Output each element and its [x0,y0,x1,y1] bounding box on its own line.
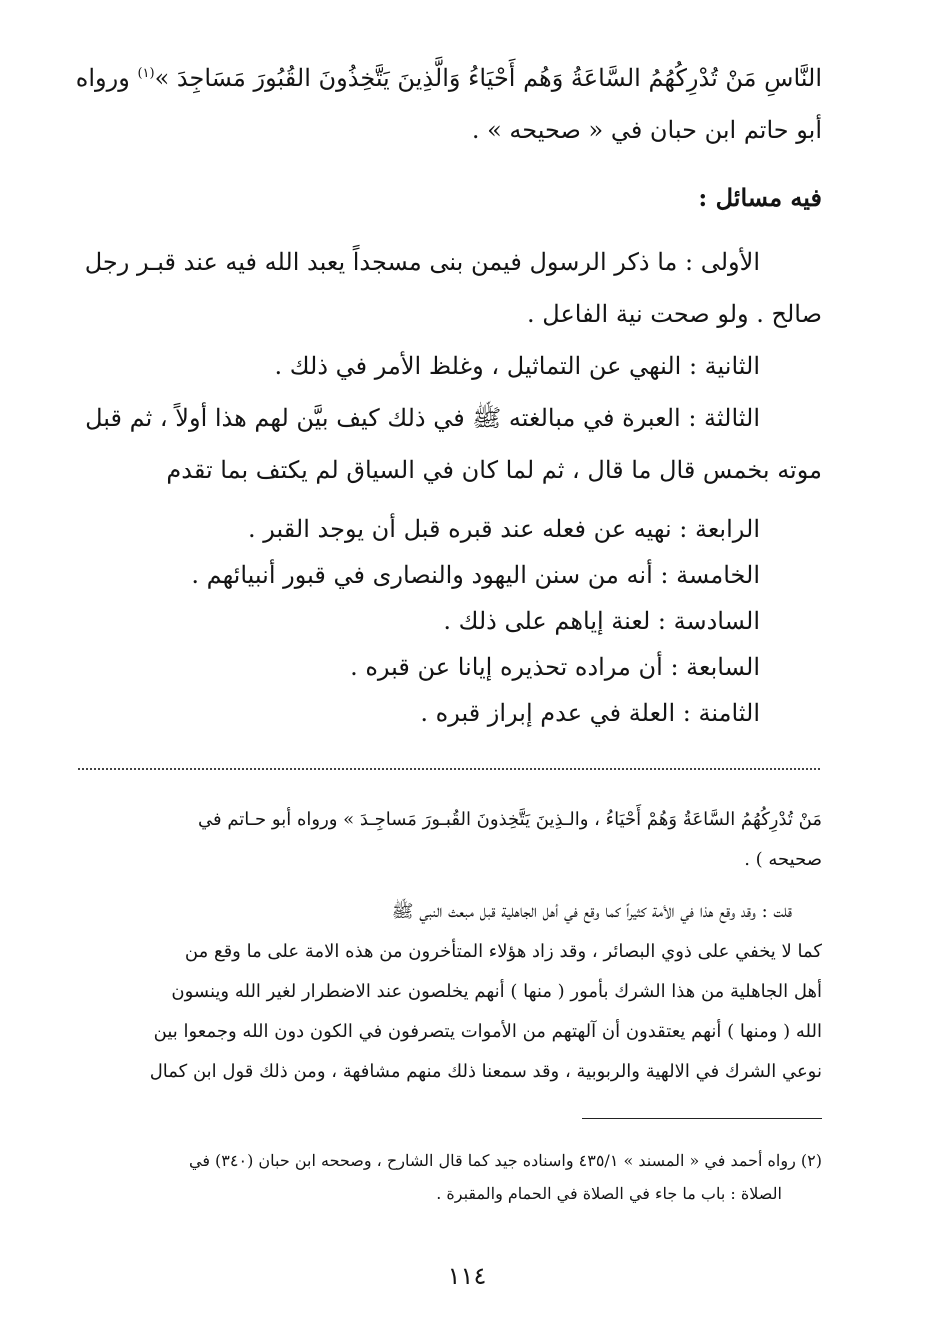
issue-eighth: الثامنة : العلة في عدم إبراز قبره . [420,699,760,727]
issues-list [76,506,822,736]
issue-first-line-1: الأولى : ما ذكر الرسول فيمن بنى مسجداً يعبد الله فيه عند قبـر رجل [84,248,760,276]
top-paragraph [76,52,822,156]
issue-third-line-1: الثالثة : العبرة في مبالغته ﷺ في ذلك كيف بيَّن لهم هذا أولاً ، ثم قبل [85,404,760,432]
top-paragraph-text: النَّاسِ مَنْ تُدْرِكُهُمُ السَّاعَةُ وَهُم أَحْيَاءُ وَالَّذِينَ يَتَّخِذُونَ القُبُورَ مَسَاجِدَ » [154,64,822,92]
issue-first-line-2: صالح . ولو صحت نية الفاعل . [527,300,822,328]
issue-first [76,236,822,340]
footnote-rule [582,1118,822,1119]
footnote-line-2: الصلاة : باب ما جاء في الصلاة في الحمام والمقبرة . [436,1184,782,1203]
issue-sixth: السادسة : لعنة إياهم على ذلك . [443,607,760,635]
commentary-line-1: مَنْ تُدْرِكُهُمُ السَّاعَةُ وَهُمْ أَحْيَاءُ ، والـذِينَ يَتَّخِذونَ القُبـورَ مَساجِـدَ » ورواه أبو حـاتم في [197,809,822,830]
issue-second-third [76,340,822,496]
issue-fifth: الخامسة : أنه من سنن اليهود والنصارى في قبور أنبيائهم . [191,561,760,589]
footnote [76,1144,822,1210]
footnote-ref-1: (١) [137,66,155,81]
commentary [76,800,822,880]
issues-heading: فيه مسائل : [698,183,822,212]
page-number: ١١٤ [447,1262,487,1290]
issue-second: الثانية : النهي عن التماثيل ، وغلظ الأمر في ذلك . [274,352,760,380]
issue-fourth: الرابعة : نهيه عن فعله عند قبره قبل أن يوجد القبر . [248,515,760,543]
commentary-p2-line-2: كما لا يخفي على ذوي البصائر ، وقد زاد هؤلاء المتأخرون من هذه الامة على ما وقع من [184,941,822,962]
top-paragraph-line-1 [76,52,822,104]
commentary-p2-line-4: الله ( ومنها ) أنهم يعتقدون أن آلهتهم من الأموات يتصرفون في الكون دون الله وجمعوا بين [153,1021,822,1042]
issue-seventh: السابعة : أن مراده تحذيره إيانا عن قبره . [350,653,760,681]
top-paragraph-tail: ورواه [75,64,138,92]
footnote-line-1: (٢) رواه أحمد في « المسند » ٤٣٥/١ واسناده جيد كما قال الشارح ، وصححه ابن حبان (٣٤٠) في [188,1151,822,1170]
commentary-p2-line-5: نوعي الشرك في الالهية والربوبية ، وقد سمعنا ذلك منهم مشافهة ، ومن ذلك قول ابن كمال [149,1061,822,1082]
commentary-paragraph [76,892,822,1092]
commentary-line-2: صحيحه ) . [744,849,822,870]
issue-third-line-2: موته بخمس قال ما قال ، ثم لما كان في السياق لم يكتف بما تقدم [166,456,822,484]
commentary-p2-line-3: أهل الجاهلية من هذا الشرك بأمور ( منها ) أنهم يخلصون عند الاضطرار لغير الله وينسون [171,981,822,1002]
commentary-p2-line-1: قلت : وقد وقع هذا في الأمة كثيراً كما وقع في أهل الجاهلية قبل مبعث النبي ﷺ [391,901,792,922]
dotted-separator [78,768,820,770]
top-paragraph-line-2: أبو حاتم ابن حبان في « صحيحه » . [471,116,822,144]
